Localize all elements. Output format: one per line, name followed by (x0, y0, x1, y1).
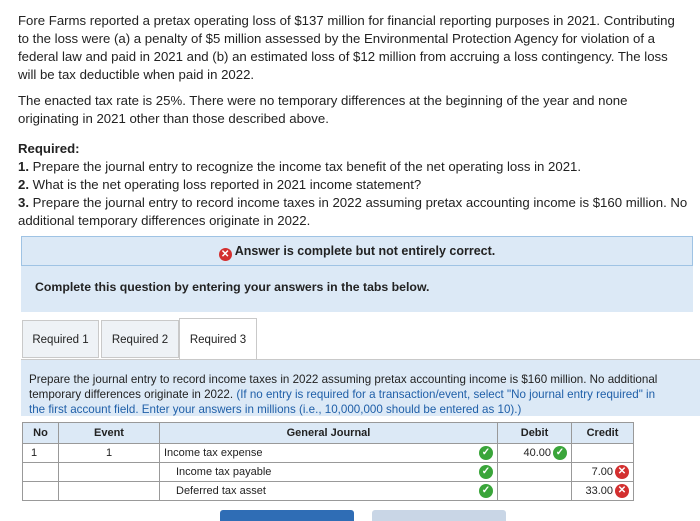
row-no: 1 (23, 444, 59, 463)
credit-field[interactable] (572, 444, 634, 463)
account-value: Income tax expense (164, 447, 263, 459)
correct-check-icon: ✓ (479, 465, 493, 479)
previous-button[interactable] (220, 510, 354, 521)
credit-value: 7.00 (591, 466, 613, 478)
panel-hint: (If no entry is required for a transaction/event, select "No journal entry required" in (236, 388, 656, 401)
panel-text-2: temporary differences originate in 2022. (29, 388, 234, 401)
row-event (59, 482, 160, 501)
incorrect-x-icon: ✕ (615, 465, 629, 479)
correct-check-icon: ✓ (479, 484, 493, 498)
credit-field[interactable] (572, 463, 634, 482)
tab-required-2[interactable]: Required 2 (101, 320, 179, 358)
error-icon: ✕ (219, 248, 232, 261)
req2-text: What is the net operating loss reported in 2021 income statement? (32, 177, 422, 192)
tab-required-1[interactable]: Required 1 (22, 320, 99, 358)
debit-field[interactable] (498, 444, 572, 463)
req2-number: 2. (18, 177, 29, 192)
debit-field[interactable] (498, 482, 572, 501)
problem-paragraph-2: The enacted tax rate is 25%. There were no temporary differences at the beginning of the year and none originating in 2021 other than those described above. (18, 93, 628, 126)
header-general-journal: General Journal (160, 423, 498, 444)
credit-field[interactable] (572, 482, 634, 501)
account-field[interactable] (160, 444, 498, 463)
header-credit: Credit (572, 423, 634, 444)
row-no (23, 463, 59, 482)
problem-paragraph-1: Fore Farms reported a pretax operating loss of $137 million for financial reporting purposes in 2021. Contributing to the loss were (a) a penalty of $5 million assessed by the Environmental Protection Agency for violation of a federal law and paid in 2021 and (b) an estimated loss of $12 million from accruing a loss contingency. The loss will be tax deductible when paid in 2022. (18, 13, 675, 82)
answer-status-text: Answer is complete but not entirely correct. (234, 244, 496, 258)
question-panel (21, 359, 700, 416)
debit-value: 40.00 (523, 447, 551, 459)
answer-status (21, 236, 693, 266)
row-event (59, 463, 160, 482)
account-field[interactable] (160, 463, 498, 482)
header-event: Event (59, 423, 160, 444)
req1-text: Prepare the journal entry to recognize the income tax benefit of the net operating loss in 2021. (32, 159, 582, 174)
table-row (23, 444, 634, 463)
tab-required-3[interactable]: Required 3 (179, 318, 257, 360)
panel-text: Prepare the journal entry to record income taxes in 2022 assuming pretax accounting income is $160 million. No additional (29, 373, 658, 386)
required-heading: Required: (18, 141, 80, 156)
req1-number: 1. (18, 159, 29, 174)
header-debit: Debit (498, 423, 572, 444)
required-section (18, 140, 688, 230)
table-row (23, 482, 634, 501)
row-event: 1 (59, 444, 160, 463)
answer-banner (21, 236, 693, 312)
account-value: Deferred tax asset (176, 485, 266, 497)
next-button[interactable] (372, 510, 506, 521)
panel-hint-2: the first account field. Enter your answers in millions (i.e., 10,000,000 should be entered as 10).) (29, 403, 522, 416)
account-field[interactable] (160, 482, 498, 501)
table-row (23, 463, 634, 482)
req3-number: 3. (18, 195, 29, 210)
correct-check-icon: ✓ (479, 446, 493, 460)
correct-check-icon: ✓ (553, 446, 567, 460)
account-value: Income tax payable (176, 466, 272, 478)
instruction-text: Complete this question by entering your answers in the tabs below. (35, 280, 430, 294)
incorrect-x-icon: ✕ (615, 484, 629, 498)
header-no: No (23, 423, 59, 444)
panel-instructions (29, 372, 694, 417)
req3-text: Prepare the journal entry to record income taxes in 2022 assuming pretax accounting income is $160 million. No additional temporary differences originate in 2022. (18, 195, 688, 228)
credit-value: 33.00 (585, 485, 613, 497)
debit-field[interactable] (498, 463, 572, 482)
row-no (23, 482, 59, 501)
journal-header-row (23, 423, 634, 444)
journal-table (22, 422, 634, 501)
